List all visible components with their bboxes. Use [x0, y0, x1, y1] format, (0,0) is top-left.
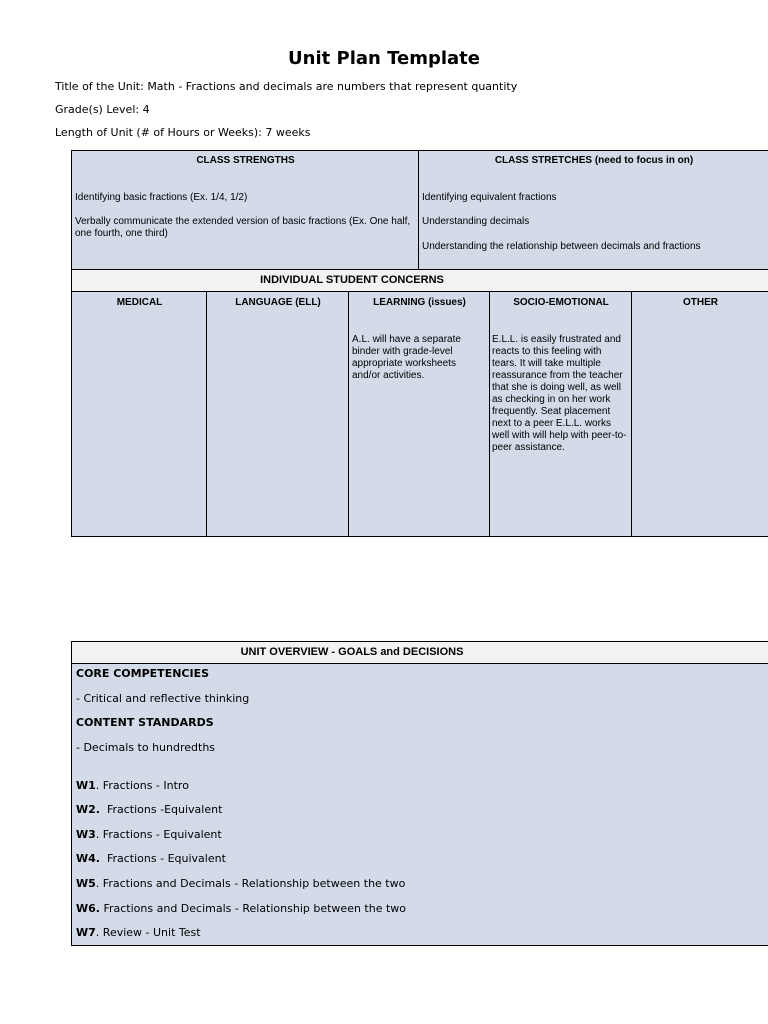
stretch-item: Understanding decimals — [422, 216, 530, 227]
learning-cell — [349, 292, 490, 537]
student-concerns-table — [71, 269, 768, 537]
strength-item: Identifying basic fractions (Ex. 1/4, 1/2) — [75, 192, 248, 203]
medical-header: MEDICAL — [116, 297, 163, 308]
learning-text: A.L. will have a separate binder with grade-level appropriate worksheets and/or activities. — [352, 334, 461, 381]
unit-length-line: Length of Unit (# of Hours or Weeks): 7 weeks — [55, 126, 311, 139]
week-item: W7. Review - Unit Test — [76, 926, 201, 939]
content-standard-item: - Decimals to hundredths — [76, 741, 216, 754]
student-concerns-header: INDIVIDUAL STUDENT CONCERNS — [260, 274, 444, 286]
week-item: W1. Fractions - Intro — [76, 779, 189, 792]
socio-emotional-text: E.L.L. is easily frustrated and reacts to this feeling with tears. It will take multiple reassurance from the teacher that she is doing well, as well as checking in on her work frequently. Seat placement next to a peer E.L.L. works well with will help with peer-to-peer assistance. — [492, 334, 627, 453]
class-stretches-cell — [419, 151, 768, 271]
unit-overview-header-cell — [72, 642, 768, 664]
week-item: W6. Fractions and Decimals - Relationship between the two — [76, 902, 407, 915]
medical-cell — [72, 292, 207, 537]
unit-overview-table — [71, 641, 768, 946]
grade-level-line: Grade(s) Level: 4 — [55, 103, 150, 116]
page-title: Unit Plan Template — [288, 48, 480, 69]
socio-emotional-header: SOCIO-EMOTIONAL — [513, 297, 609, 308]
class-stretches-header: CLASS STRETCHES (need to focus in on) — [494, 155, 694, 166]
core-competencies-label: CORE COMPETENCIES — [76, 667, 210, 680]
class-strengths-table — [71, 150, 768, 271]
language-cell — [207, 292, 349, 537]
unit-overview-body — [72, 664, 768, 946]
stretch-item: Identifying equivalent fractions — [422, 192, 557, 203]
student-concerns-header-cell — [72, 270, 768, 292]
week-item: W2. Fractions -Equivalent — [76, 803, 223, 816]
content-standards-label: CONTENT STANDARDS — [76, 716, 214, 729]
other-cell — [632, 292, 768, 537]
class-strengths-cell — [72, 151, 419, 271]
week-item: W4. Fractions - Equivalent — [76, 852, 226, 865]
stretch-item: Understanding the relationship between decimals and fractions — [422, 241, 701, 252]
learning-header: LEARNING (issues) — [373, 297, 466, 308]
week-item: W3. Fractions - Equivalent — [76, 828, 222, 841]
socio-emotional-cell — [490, 292, 632, 537]
unit-title-line: Title of the Unit: Math - Fractions and decimals are numbers that represent quantity — [55, 80, 518, 93]
class-strengths-header: CLASS STRENGTHS — [196, 155, 295, 166]
core-competency-item: - Critical and reflective thinking — [76, 692, 250, 705]
language-header: LANGUAGE (ELL) — [235, 297, 321, 308]
week-item: W5. Fractions and Decimals - Relationship between the two — [76, 877, 406, 890]
strength-item: Verbally communicate the extended version of basic fractions (Ex. One half, one fourth, one third) — [75, 216, 411, 239]
unit-overview-header: UNIT OVERVIEW - GOALS and DECISIONS — [240, 646, 464, 658]
other-header: OTHER — [683, 297, 718, 308]
